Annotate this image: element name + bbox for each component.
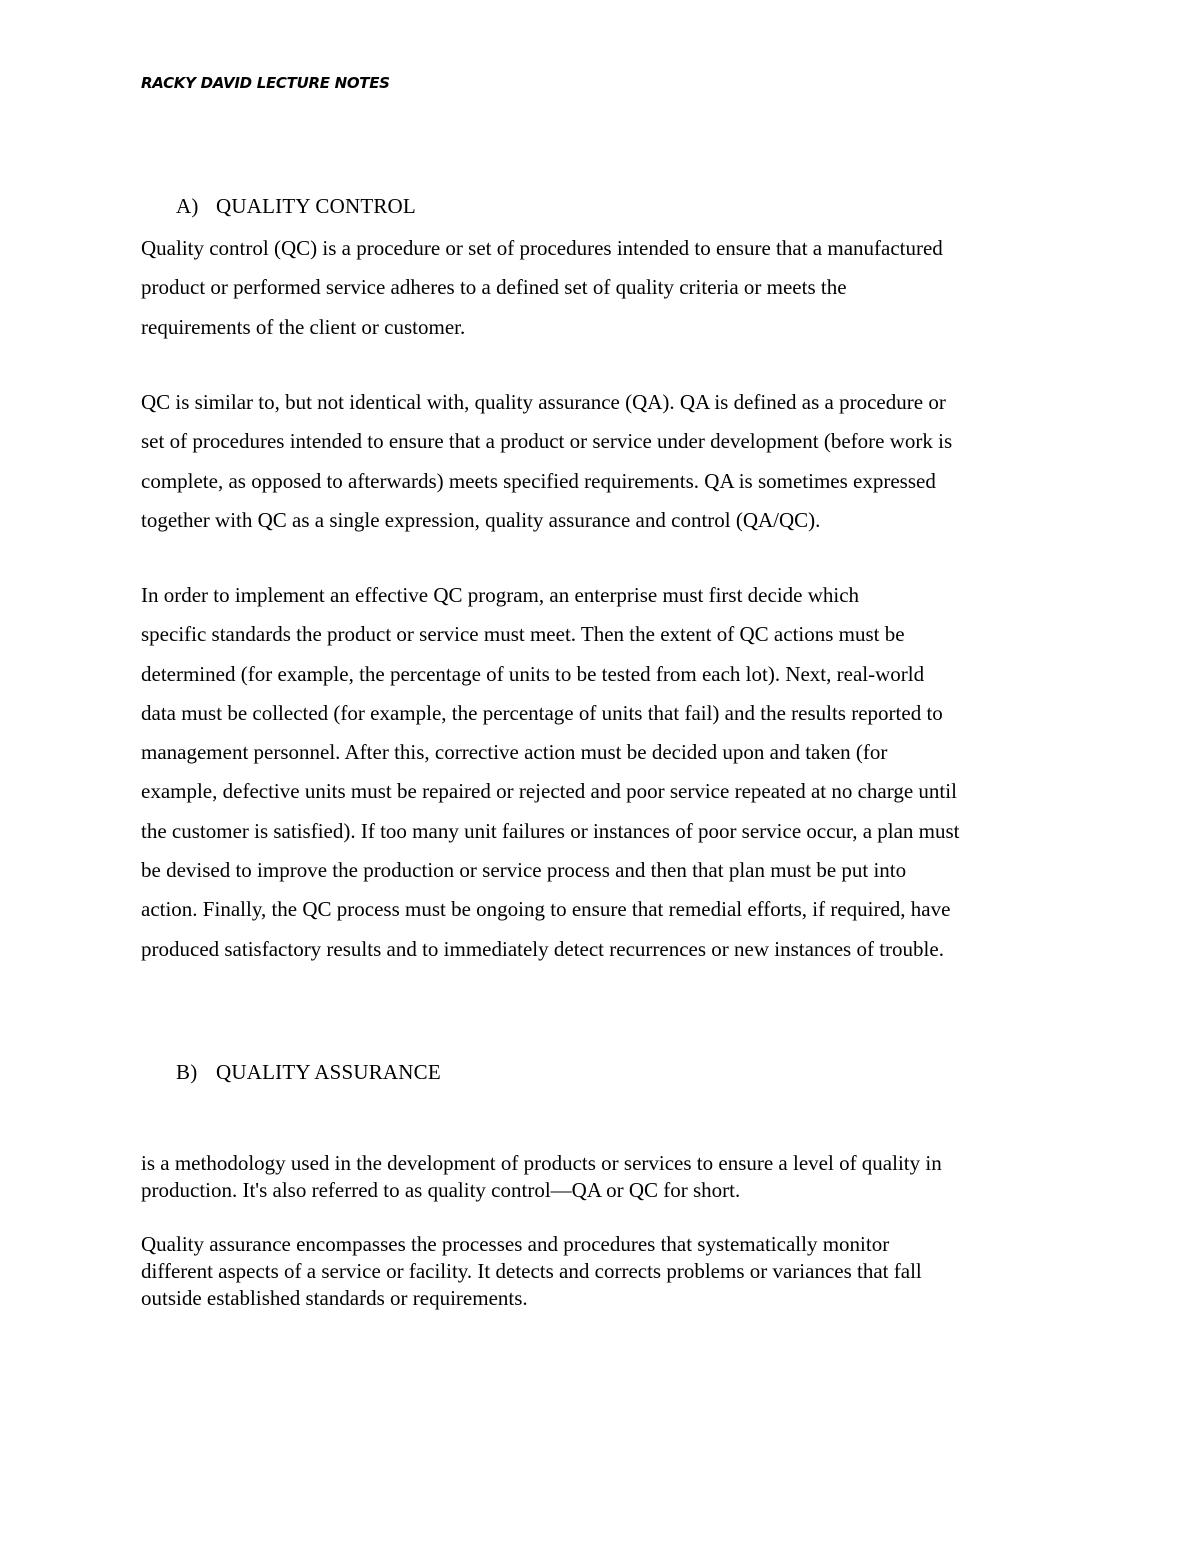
text-line: set of procedures intended to ensure that a product or service under development (before work is	[141, 429, 953, 454]
text-line: Quality assurance encompasses the processes and procedures that systematically monitor	[141, 1232, 890, 1256]
text-line: management personnel. After this, corrective action must be decided upon and taken (for	[141, 740, 888, 765]
text-line: specific standards the product or service must meet. Then the extent of QC actions must be	[141, 622, 905, 647]
section-b-number: B)	[176, 1060, 198, 1084]
text-line: product or performed service adheres to a defined set of quality criteria or meets the	[141, 275, 847, 300]
text-line: action. Finally, the QC process must be ongoing to ensure that remedial efforts, if required, have	[141, 897, 951, 922]
text-line: different aspects of a service or facility. It detects and corrects problems or variances that fall	[141, 1259, 922, 1283]
section-a-number: A)	[176, 194, 199, 218]
text-line: In order to implement an effective QC program, an enterprise must first decide which	[141, 583, 860, 607]
section-b-heading	[176, 1060, 441, 1085]
text-line: example, defective units must be repaired or rejected and poor service repeated at no charge until	[141, 779, 957, 804]
text-line: be devised to improve the production or service process and then that plan must be put into	[141, 858, 907, 883]
qc-paragraph-3	[141, 576, 1066, 969]
qa-paragraph-1	[141, 1150, 1071, 1204]
text-line: QC is similar to, but not identical with, quality assurance (QA). QA is defined as a procedure or	[141, 390, 946, 414]
text-line: requirements of the client or customer.	[141, 314, 466, 339]
text-line: production. It's also referred to as quality control—QA or QC for short.	[141, 1178, 741, 1202]
text-line: produced satisfactory results and to immediately detect recurrences or new instances of trouble.	[141, 936, 944, 961]
qa-paragraph-2	[141, 1231, 1071, 1312]
text-line: data must be collected (for example, the percentage of units that fail) and the results reported to	[141, 700, 943, 725]
text-line: complete, as opposed to afterwards) meets specified requirements. QA is sometimes expressed	[141, 468, 936, 493]
text-line: outside established standards or requirements.	[141, 1286, 528, 1310]
text-line: is a methodology used in the development of products or services to ensure a level of quality in	[141, 1151, 942, 1175]
section-a-heading	[176, 194, 416, 219]
qc-paragraph-2	[141, 383, 1066, 540]
text-line: together with QC as a single expression, quality assurance and control (QA/QC).	[141, 507, 821, 532]
text-line: determined (for example, the percentage of units to be tested from each lot). Next, real-world	[141, 661, 925, 686]
text-line: the customer is satisfied). If too many unit failures or instances of poor service occur, a plan must	[141, 818, 960, 843]
text-line: Quality control (QC) is a procedure or set of procedures intended to ensure that a manufactured	[141, 236, 943, 260]
qc-paragraph-1	[141, 229, 1066, 347]
document-header: RACKY DAVID LECTURE NOTES	[141, 74, 390, 92]
section-b-title: QUALITY ASSURANCE	[216, 1060, 441, 1084]
section-a-title: QUALITY CONTROL	[216, 194, 416, 218]
